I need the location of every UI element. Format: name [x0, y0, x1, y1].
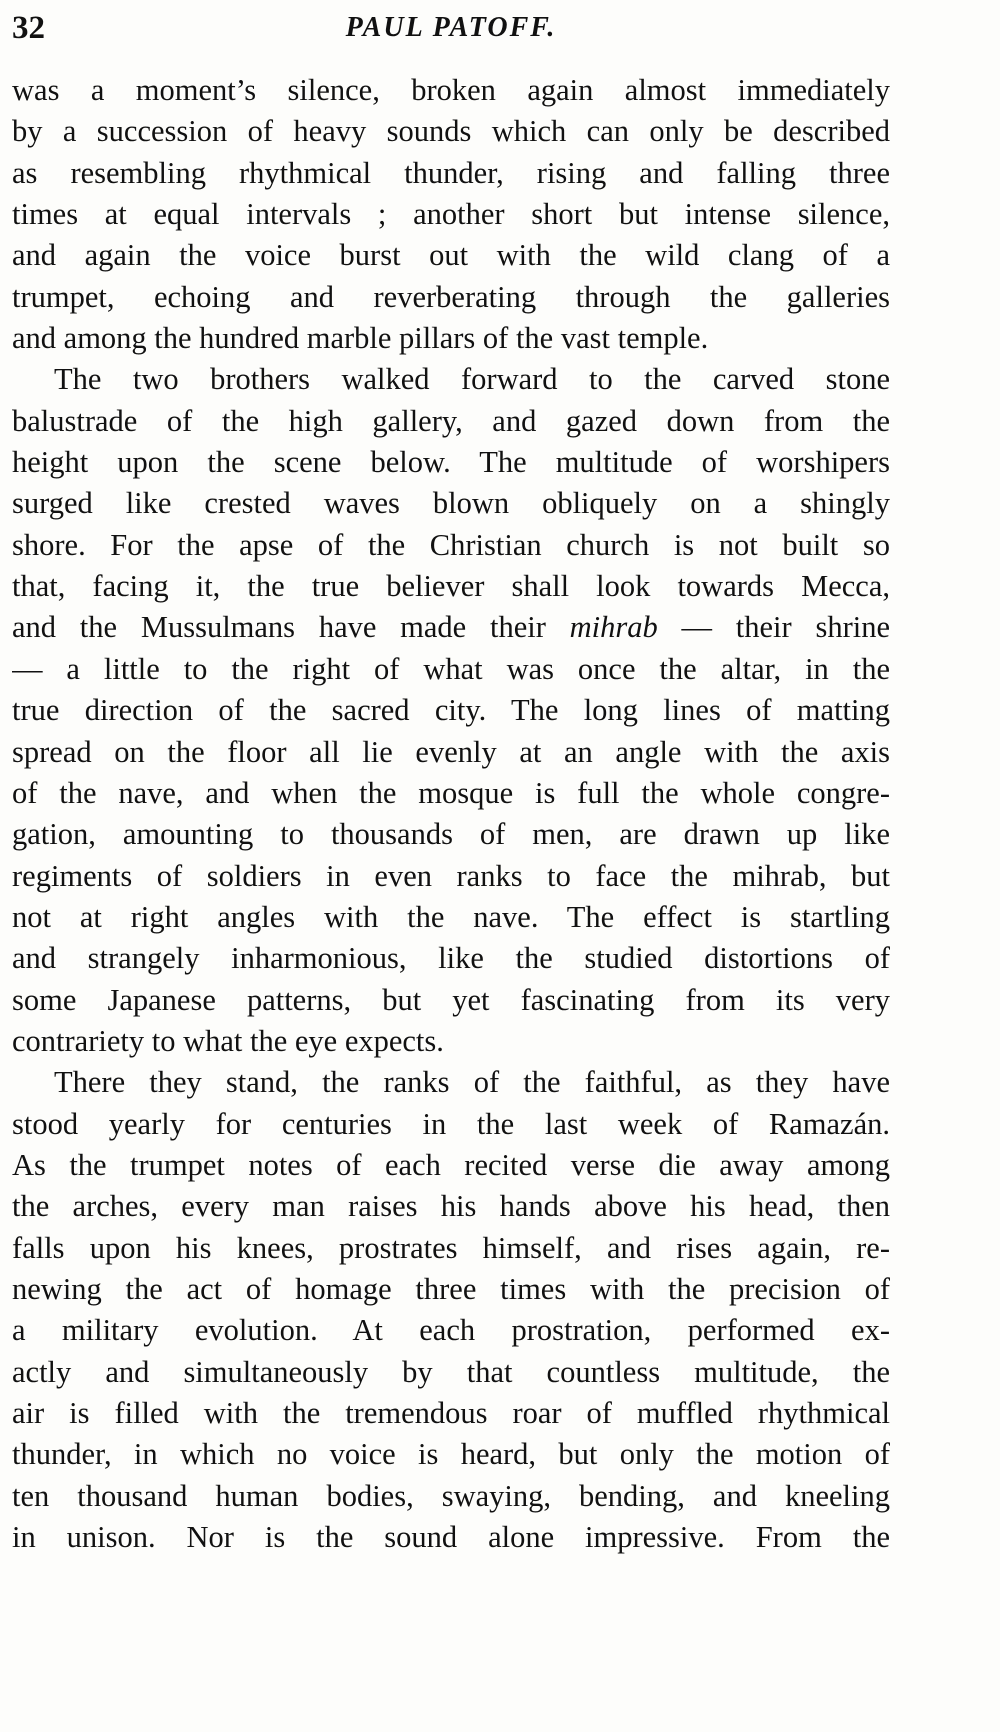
- text-line: and among the hundred marble pillars of the vast temple.: [12, 321, 709, 356]
- text-line: in unison. Nor is the sound alone impressive. From the: [12, 1520, 890, 1555]
- body-text: [12, 70, 890, 1558]
- text-line: spread on the floor all lie evenly at an angle with the axis: [12, 734, 890, 769]
- text-line: The two brothers walked forward to the carved stone: [54, 362, 890, 397]
- text-line: that, facing it, the true believer shall look towards Mecca,: [12, 569, 890, 604]
- text-line: stood yearly for centuries in the last week of Ramazán.: [12, 1106, 890, 1141]
- text-line: times at equal intervals ; another short but intense silence,: [12, 197, 890, 232]
- paragraph: [12, 70, 890, 359]
- text-line: and again the voice burst out with the wild clang of a: [12, 238, 890, 273]
- text-line: ten thousand human bodies, swaying, bending, and kneeling: [12, 1478, 890, 1513]
- text-line: — a little to the right of what was once the altar, in the: [12, 651, 890, 686]
- text-line: the arches, every man raises his hands above his head, then: [12, 1189, 890, 1224]
- text-line: gation, amounting to thousands of men, are drawn up like: [12, 817, 890, 852]
- text-line: not at right angles with the nave. The effect is startling: [12, 899, 890, 934]
- text-line: by a succession of heavy sounds which can only be described: [12, 114, 890, 149]
- text-line: thunder, in which no voice is heard, but only the motion of: [12, 1437, 890, 1472]
- text-line: air is filled with the tremendous roar of muffled rhythmical: [12, 1396, 890, 1430]
- text-line: shore. For the apse of the Christian church is not built so: [12, 527, 890, 562]
- text-line: trumpet, echoing and reverberating through the galleries: [12, 279, 890, 314]
- paragraph: [12, 359, 890, 1062]
- page-number: 32: [12, 10, 45, 46]
- text-line: contrariety to what the eye expects.: [12, 1023, 444, 1058]
- text-line: as resembling rhythmical thunder, rising and falling three: [12, 155, 890, 190]
- text-line: and strangely inharmonious, like the studied distortions of: [12, 941, 890, 976]
- text-line: was a moment’s silence, broken again almost immediately: [12, 73, 890, 107]
- text-line: balustrade of the high gallery, and gazed down from the: [12, 403, 890, 438]
- text-line: falls upon his knees, prostrates himself, and rises again, re-: [12, 1230, 890, 1265]
- text-line: actly and simultaneously by that countless multitude, the: [12, 1354, 890, 1389]
- text-line: surged like crested waves blown obliquely on a shingly: [12, 486, 890, 521]
- text-line: There they stand, the ranks of the faithful, as they have: [54, 1065, 890, 1100]
- text-line: a military evolution. At each prostration, performed ex-: [12, 1313, 890, 1348]
- paragraph: [12, 1062, 890, 1558]
- text-line: and the Mussulmans have made their mihrab — their shrine: [12, 610, 890, 645]
- running-title: PAUL PATOFF.: [345, 12, 557, 43]
- page-header: [12, 8, 890, 48]
- text-line: newing the act of homage three times with the precision of: [12, 1271, 890, 1306]
- text-line: As the trumpet notes of each recited verse die away among: [12, 1147, 890, 1182]
- text-line: true direction of the sacred city. The long lines of matting: [12, 693, 890, 728]
- text-line: height upon the scene below. The multitude of worshipers: [12, 445, 890, 480]
- text-line: some Japanese patterns, but yet fascinating from its very: [12, 982, 890, 1017]
- text-line: regiments of soldiers in even ranks to face the mihrab, but: [12, 858, 890, 893]
- text-line: of the nave, and when the mosque is full the whole congre-: [12, 775, 890, 810]
